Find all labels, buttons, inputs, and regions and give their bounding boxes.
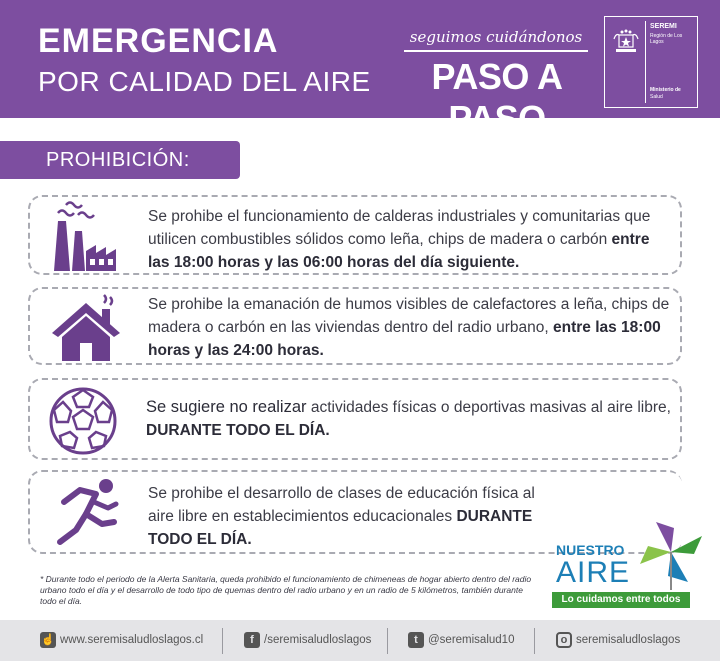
factory-icon xyxy=(48,201,120,271)
pinwheel-icon xyxy=(636,518,706,590)
seremi-logo xyxy=(604,16,698,108)
section-title-bar xyxy=(0,141,240,179)
hand-pointer-icon: ☝ xyxy=(41,634,55,646)
section-title: PROHIBICIÓN: xyxy=(46,149,190,171)
facebook-icon: f xyxy=(244,632,260,648)
logo-line1: NUESTRO xyxy=(556,542,625,558)
campaign-tagline: seguimos cuidándonos xyxy=(409,28,583,46)
soccer-ball-icon xyxy=(48,386,118,456)
footer-twitter-link[interactable]: @seremisalud10 xyxy=(428,634,515,646)
footer-instagram-link[interactable]: seremisaludloslagos xyxy=(576,634,681,646)
instagram-icon: o xyxy=(556,632,572,648)
runner-icon xyxy=(52,476,122,550)
tumblr-t-icon: t xyxy=(408,632,424,648)
item-text: Se prohibe el desarrollo de clases de educación física al aire libre en establecimientos educacionales DURANTE TODO EL DÍA. xyxy=(148,485,535,548)
prohibition-card-calefactores xyxy=(28,287,682,365)
campaign-title: PASO A PASO xyxy=(431,56,563,139)
footer-web-link[interactable]: www.seremisaludloslagos.cl xyxy=(60,634,204,646)
prohibition-card-calderas xyxy=(28,195,682,275)
footer-twitter[interactable] xyxy=(408,632,514,648)
logo-tagline: Lo cuidamos entre todos xyxy=(552,592,690,608)
logo-line2: AIRE xyxy=(556,556,631,589)
footer-bar xyxy=(0,620,720,661)
item-text: Se prohibe el funcionamiento de calderas industriales y comunitarias que utilicen combustibles sólidos como leña, chips de madera o carbón entre las 18:00 horas y las 06:00 horas del día siguiente. xyxy=(148,208,651,271)
footer-facebook[interactable] xyxy=(244,632,371,648)
seremi-ministry-1: Ministerio de xyxy=(650,87,681,93)
chile-coat-of-arms-icon xyxy=(611,27,641,57)
nuestro-aire-logo xyxy=(552,518,712,610)
footer-facebook-link[interactable]: /seremisaludloslagos xyxy=(264,634,372,646)
campaign-divider xyxy=(404,50,588,52)
item-text: Se prohibe la emanación de humos visibles de calefactores a leña, chips de madera o carbón en las viviendas dentro del radio urbano, entre las 18:00 horas y las 24:00 horas. xyxy=(148,296,670,359)
title-emergencia: EMERGENCIA xyxy=(38,22,279,60)
prohibition-card-actividades xyxy=(28,378,682,460)
seremi-region: Región de Los Lagos xyxy=(650,33,683,45)
footer-instagram[interactable] xyxy=(556,632,680,648)
header-banner xyxy=(0,0,720,139)
title-calidad-aire: POR CALIDAD DEL AIRE xyxy=(38,66,371,97)
seremi-ministry-2: Salud xyxy=(650,94,663,100)
seremi-title: SEREMI xyxy=(650,23,677,30)
item-text: Se sugiere no realizar actividades físicas o deportivas masivas al aire libre, DURANTE TODO EL DÍA. xyxy=(146,398,671,439)
house-chimney-icon xyxy=(50,293,122,363)
footer-web[interactable] xyxy=(40,632,203,648)
footnote: * Durante todo el periodo de la Alerta Sanitaria, queda prohibido el funcionamiento de chimeneas de hogar abierto dentro del radio urbano todo el día y el desarrollo de todo tipo de quemas dentro del radio urbano y en un radio de 5 kilómetros, también durante todo el día. xyxy=(40,574,532,606)
